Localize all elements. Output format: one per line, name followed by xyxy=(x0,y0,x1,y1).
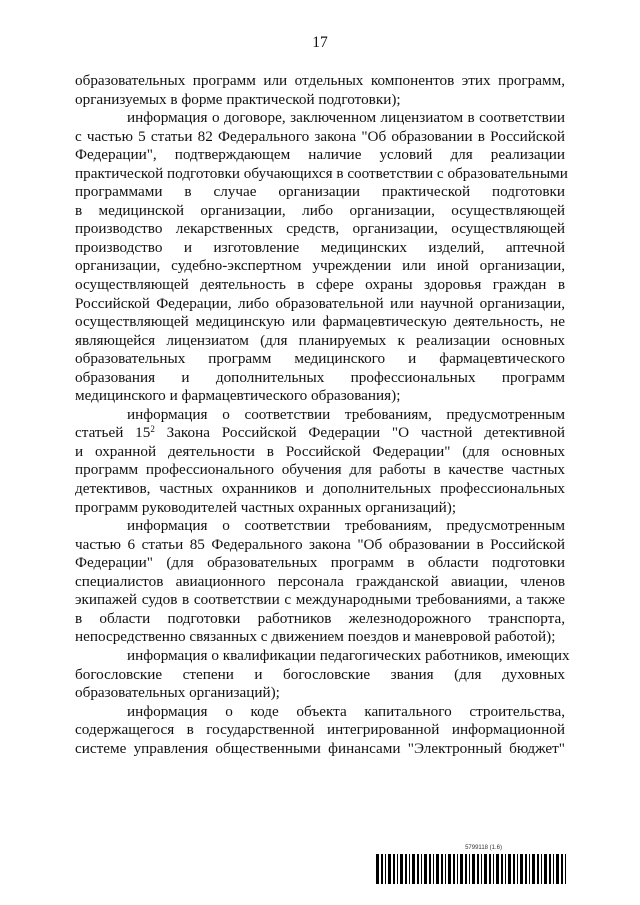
barcode-bar xyxy=(441,854,443,884)
text-line: образовательных организаций); xyxy=(75,684,280,702)
text-line: образования и дополнительных профессиональных программ xyxy=(75,368,565,386)
barcode-bar xyxy=(520,854,523,884)
page-number: 17 xyxy=(312,34,328,51)
barcode-bar xyxy=(393,854,395,884)
text-line: образовательных программ или отдельных компонентов этих программ, xyxy=(75,72,565,89)
text-line: содержащегося в государственной интегрированной информационной xyxy=(75,721,565,739)
barcode-bar xyxy=(477,854,479,884)
text-line: являющейся лицензиатом (для планируемых к реализации основных xyxy=(75,331,565,349)
text-line: организуемых в форме практической подготовки); xyxy=(75,90,401,108)
barcode-bar xyxy=(421,854,422,884)
barcode-bar xyxy=(501,854,503,884)
text-line: организации, судебно-экспертном учреждении или иной организации, xyxy=(75,257,565,275)
barcode-bar xyxy=(493,854,494,884)
barcode-bar xyxy=(460,854,463,884)
barcode-area xyxy=(376,845,568,885)
text-line: системе управления общественными финансами "Электронный бюджет" xyxy=(75,739,565,757)
text-line: информация о соответствии требованиям, предусмотренным xyxy=(127,405,565,423)
barcode-bar xyxy=(412,854,415,884)
barcode-bar xyxy=(465,854,467,884)
barcode-bar xyxy=(381,854,383,884)
barcode-bar xyxy=(529,854,530,884)
superscript: 2 xyxy=(150,424,155,435)
barcode-bar xyxy=(405,854,407,884)
barcode-bar xyxy=(537,854,539,884)
text-line: экипажей судов в соответствии с международными требованиями, а также xyxy=(75,591,565,609)
text-fragment: Закона Российской Федерации "О частной детективной xyxy=(154,424,566,442)
text-line: Федерации" (для образовательных программ в области подготовки xyxy=(75,554,565,572)
text-line xyxy=(75,424,565,443)
barcode-image xyxy=(376,854,568,884)
barcode-bar xyxy=(561,854,563,884)
text-fragment: статьей 15 xyxy=(75,424,151,442)
barcode-bar xyxy=(508,854,511,884)
barcode-bar xyxy=(553,854,554,884)
barcode-bar xyxy=(544,854,547,884)
document-body xyxy=(75,72,570,758)
text-line: программами в случае организации практической подготовки xyxy=(75,183,565,201)
barcode-bar xyxy=(424,854,427,884)
barcode-bar xyxy=(549,854,551,884)
barcode-bar xyxy=(469,854,470,884)
barcode-bar xyxy=(457,854,458,884)
barcode-bar xyxy=(388,854,391,884)
text-line: детективов, частных охранников и дополнительных профессиональных xyxy=(75,480,565,498)
barcode-bar xyxy=(517,854,518,884)
text-line: производство лекарственных средств, организации, осуществляющей xyxy=(75,220,565,238)
text-line: частью 6 статьи 85 Федерального закона "Об образовании в Российской xyxy=(75,535,565,553)
text-line: информация о договоре, заключенном лицензиатом в соответствии xyxy=(127,109,565,127)
text-line: информация о квалификации педагогических работников, имеющих xyxy=(127,646,570,664)
barcode-bar xyxy=(472,854,475,884)
barcode-bar xyxy=(400,854,403,884)
barcode-bar xyxy=(565,854,566,884)
text-line: Российской Федерации, либо образовательной или научной организации, xyxy=(75,294,565,312)
barcode-bar xyxy=(556,854,559,884)
barcode-bar xyxy=(436,854,439,884)
text-line: осуществляющей деятельность в сфере охраны здоровья граждан в xyxy=(75,276,565,294)
barcode-bar xyxy=(376,854,379,884)
text-line: осуществляющей медицинскую или фармацевтическую деятельность, не xyxy=(75,313,565,331)
barcode-bar xyxy=(433,854,434,884)
text-line: программ профессионального обучения для работы в качестве частных xyxy=(75,461,565,479)
text-line: информация о коде объекта капитального строительства, xyxy=(127,702,565,720)
text-line: программ руководителей частных охранных организаций); xyxy=(75,498,457,516)
barcode-bar xyxy=(445,854,446,884)
text-line: медицинского и фармацевтического образования); xyxy=(75,387,401,405)
barcode-bar xyxy=(496,854,499,884)
text-line: Федерации", подтверждающем наличие условий для реализации xyxy=(75,146,565,164)
barcode-bar xyxy=(385,854,386,884)
text-line: практической подготовки обучающихся в соответствии с образовательными xyxy=(75,164,568,182)
barcode-bar xyxy=(505,854,506,884)
barcode-bar xyxy=(525,854,527,884)
barcode-bar xyxy=(417,854,419,884)
barcode-bar xyxy=(448,854,451,884)
text-line: и охранной деятельности в Российской Федерации" (для основных xyxy=(75,442,565,460)
barcode-bar xyxy=(484,854,487,884)
text-line: с частью 5 статьи 82 Федерального закона "Об образовании в Российской xyxy=(75,127,565,145)
text-line: непосредственно связанных с движением поездов и маневровой работой); xyxy=(75,628,556,646)
barcode-bar xyxy=(513,854,515,884)
text-line: в области подготовки работников железнодорожного транспорта, xyxy=(75,609,565,627)
barcode-bar xyxy=(532,854,535,884)
barcode-bar xyxy=(489,854,491,884)
barcode-bar xyxy=(541,854,542,884)
text-line: производство и изготовление медицинских изделий, аптечной xyxy=(75,238,565,256)
text-line: образовательных программ медицинского и фармацевтического xyxy=(75,350,565,368)
barcode-caption: 5799118 (1.6) xyxy=(465,845,502,851)
text-line: в медицинской организации, либо организации, осуществляющей xyxy=(75,201,565,219)
barcode-bar xyxy=(429,854,431,884)
text-line: специалистов авиационного персонала гражданской авиации, членов xyxy=(75,572,565,590)
barcode-bar xyxy=(397,854,398,884)
barcode-bar xyxy=(453,854,455,884)
text-line: информация о соответствии требованиям, предусмотренным xyxy=(127,517,565,535)
barcode-bar xyxy=(409,854,410,884)
barcode-bar xyxy=(481,854,482,884)
text-line: богословские степени и богословские звания (для духовных xyxy=(75,665,565,683)
